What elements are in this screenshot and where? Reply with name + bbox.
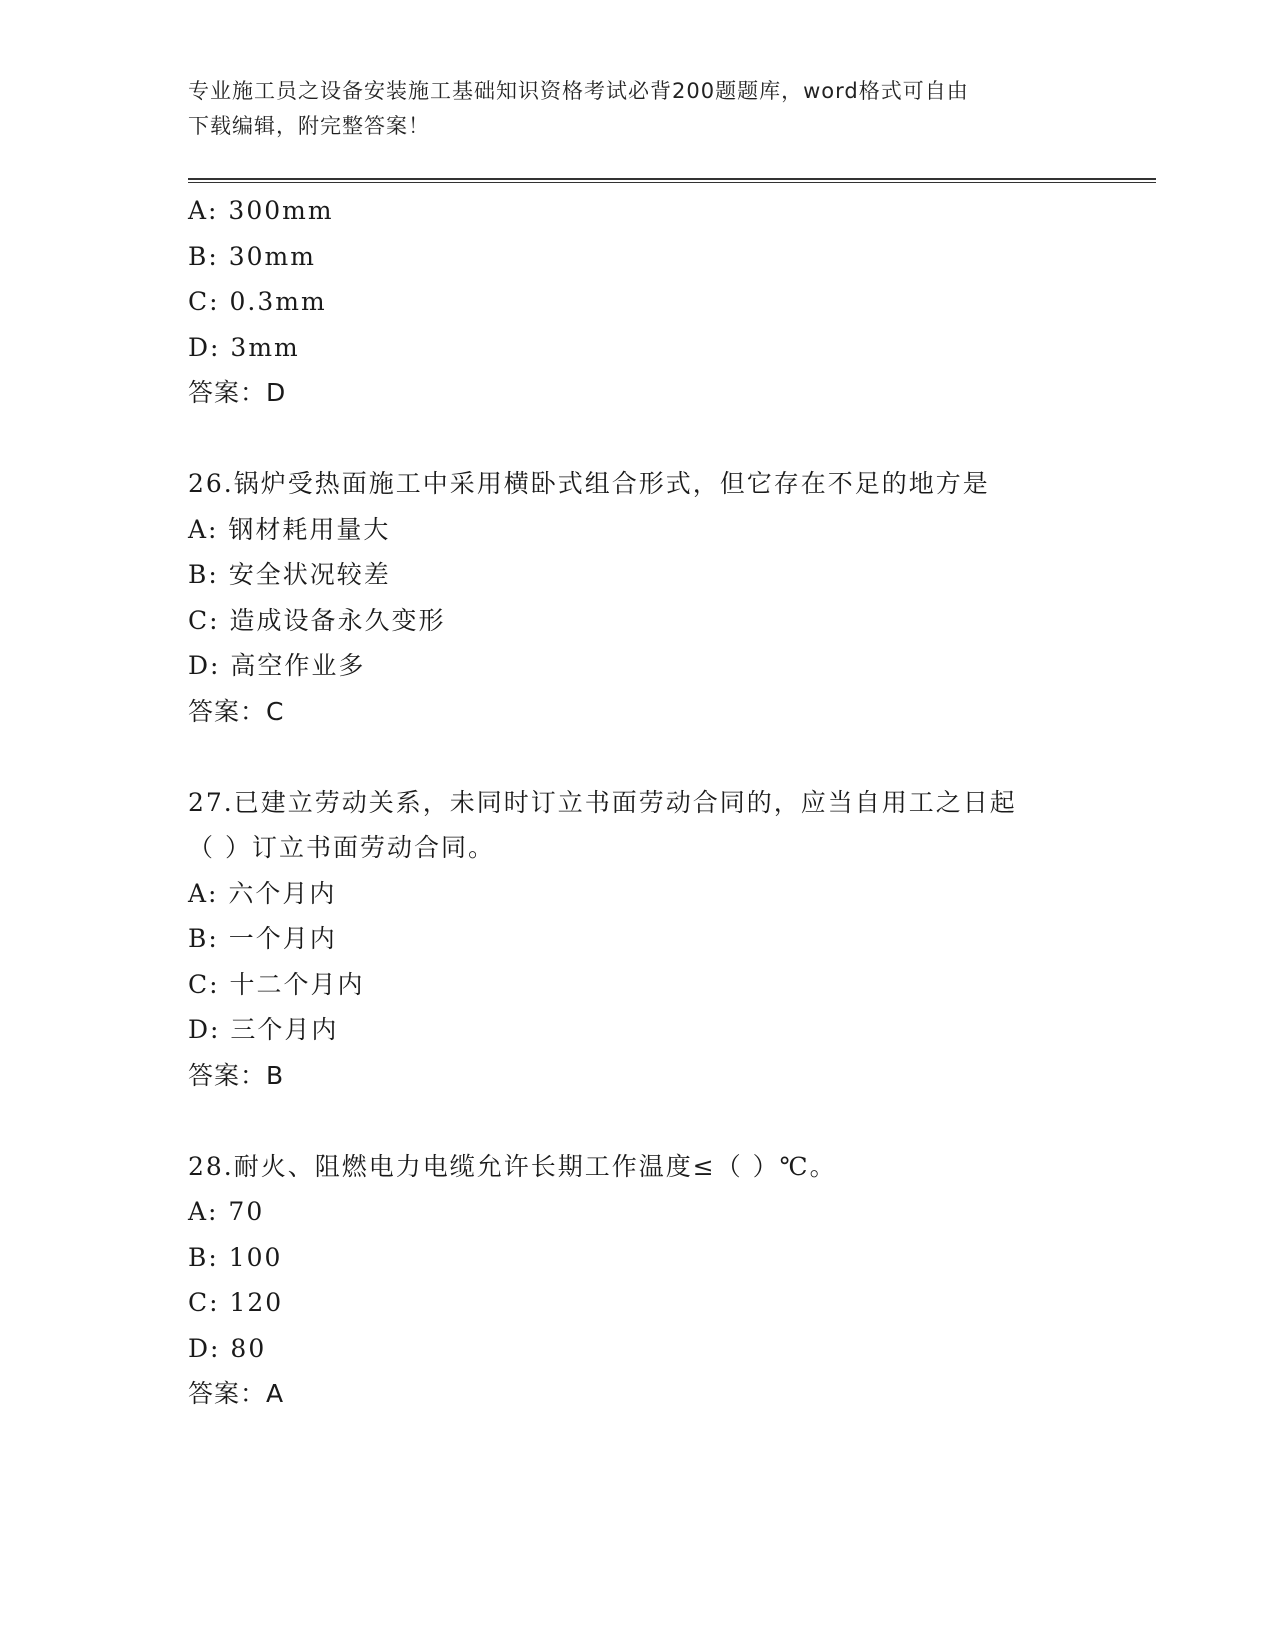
option-c: C: 0.3mm — [188, 287, 327, 316]
question-text-continued: （ ）订立书面劳动合同。 — [188, 833, 495, 862]
option-a: A: 300mm — [188, 196, 334, 225]
answer-line: 答案：B — [188, 1060, 285, 1090]
option-a: A: 六个月内 — [188, 878, 337, 908]
question-block-27 — [188, 780, 1156, 1099]
option-b: B: 30mm — [188, 241, 316, 271]
question-block-lead — [188, 188, 1156, 416]
option-c: C: 十二个月内 — [188, 969, 365, 999]
answer-line: 答案：D — [188, 378, 287, 407]
option-d: D: 80 — [188, 1333, 267, 1363]
answer-line: 答案：C — [188, 696, 285, 726]
option-c: C: 造成设备永久变形 — [188, 605, 446, 635]
spacer — [188, 734, 1156, 780]
option-d: D: 3mm — [188, 332, 300, 362]
option-c: C: 120 — [188, 1288, 284, 1317]
question-text: 28.耐火、阻燃电力电缆允许长期工作温度≤（ ）℃。 — [188, 1151, 837, 1181]
spacer — [188, 1098, 1156, 1144]
option-b: B: 一个月内 — [188, 924, 337, 953]
question-list — [188, 188, 1156, 1417]
header-line-2: 下载编辑，附完整答案！ — [188, 114, 430, 138]
question-text: 27.已建立劳动关系，未同时订立书面劳动合同的，应当自用工之日起 — [188, 787, 1017, 817]
question-block-26 — [188, 461, 1156, 734]
question-text: 26.锅炉受热面施工中采用横卧式组合形式，但它存在不足的地方是 — [188, 469, 990, 498]
option-a: A: 钢材耗用量大 — [188, 514, 391, 544]
answer-line: 答案：A — [188, 1379, 285, 1408]
option-d: D: 高空作业多 — [188, 651, 366, 680]
option-b: B: 100 — [188, 1242, 283, 1272]
page-header — [188, 74, 1088, 144]
spacer — [188, 416, 1156, 462]
option-a: A: 70 — [188, 1197, 265, 1226]
option-b: B: 安全状况较差 — [188, 560, 391, 589]
header-divider — [188, 178, 1156, 183]
header-line-1: 专业施工员之设备安装施工基础知识资格考试必背200题题库，word格式可自由 — [188, 79, 969, 103]
option-d: D: 三个月内 — [188, 1015, 339, 1044]
question-block-28 — [188, 1144, 1156, 1417]
